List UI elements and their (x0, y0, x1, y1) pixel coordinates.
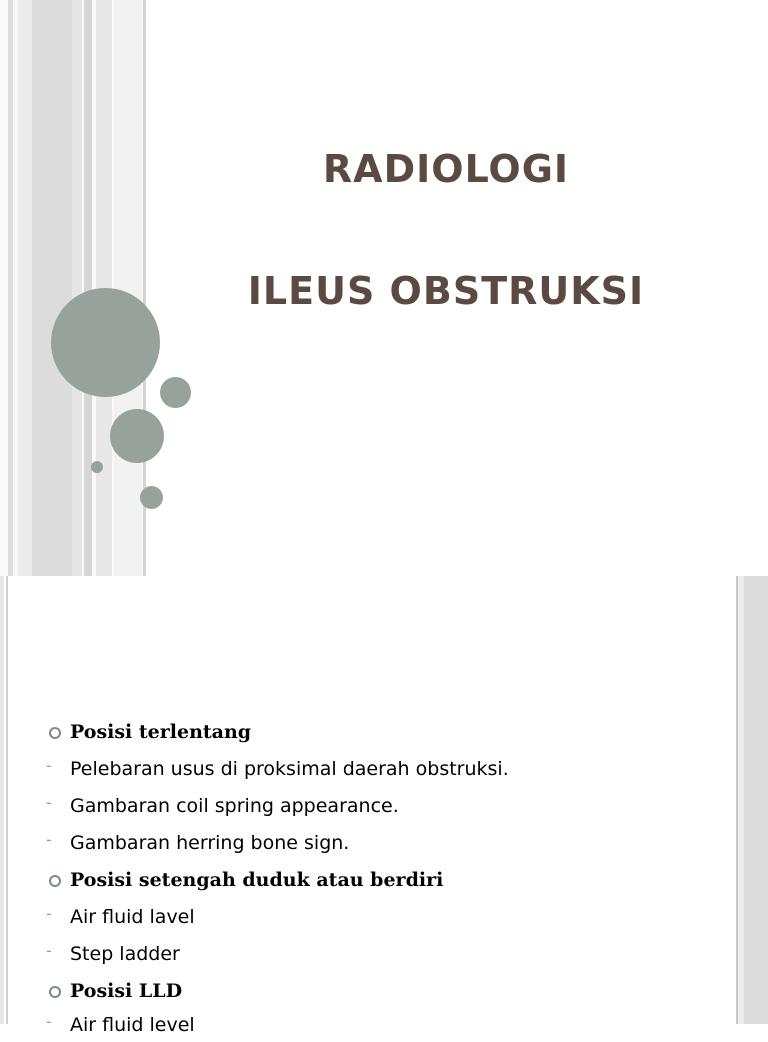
decorative-circle-small (160, 377, 191, 408)
slide-subtitle: ILEUS OBSTRUKSI (247, 269, 645, 313)
dash-bullet-icon: - (46, 830, 52, 849)
dash-bullet-icon: - (46, 941, 52, 960)
decorative-stripe (72, 0, 82, 576)
decorative-stripe (18, 0, 32, 576)
decorative-circle-medium (110, 409, 164, 463)
decorative-stripe (6, 576, 8, 1024)
dash-bullet-icon: - (46, 904, 52, 923)
bullet-heading-text: Posisi setengah duduk atau berdiri (70, 869, 444, 891)
bullet-point-text: Step ladder (70, 943, 180, 965)
bullet-heading-text: Posisi terlentang (70, 721, 252, 743)
dash-bullet-icon: - (46, 793, 52, 812)
decorative-stripe (84, 0, 92, 576)
decorative-stripe (0, 576, 4, 1024)
decorative-circle-tiny (91, 461, 103, 473)
decorative-stripe (114, 0, 142, 576)
circle-bullet-icon (44, 974, 64, 1008)
dash-bullet-icon: - (46, 756, 52, 775)
circle-bullet-icon (44, 715, 64, 749)
slide-title: RADIOLOGI (322, 147, 570, 191)
bullet-point-text: Air fluid lavel (70, 906, 195, 928)
dash-bullet-icon: - (46, 1012, 52, 1031)
decorative-stripe (32, 0, 72, 576)
content-slide (0, 576, 768, 1036)
bullet-point-text: Pelebaran usus di proksimal daerah obstruksi. (70, 758, 509, 780)
decorative-circle-large (51, 288, 160, 397)
decorative-stripe (744, 576, 768, 1024)
bullet-point-text: Air fluid level (70, 1014, 195, 1036)
decorative-circle-small (140, 486, 163, 509)
decorative-stripe (8, 0, 13, 576)
circle-bullet-icon (44, 863, 64, 897)
bullet-heading-text: Posisi LLD (70, 980, 183, 1002)
bullet-point-text: Gambaran coil spring appearance. (70, 795, 399, 817)
bullet-point-text: Gambaran herring bone sign. (70, 832, 350, 854)
